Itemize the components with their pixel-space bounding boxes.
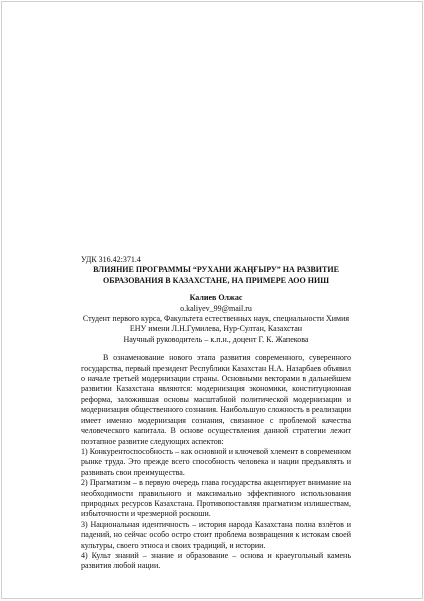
author-name: Калиев Олжас: [189, 293, 243, 303]
body-text: [81, 353, 351, 572]
udk-code: УДК 316.42:371.4: [81, 255, 141, 264]
document-page: [1, 1, 423, 599]
affiliation-line-2: ЕНУ имени Л.Н.Гумилева, Нур-Султан, Казахстан: [129, 324, 303, 334]
point-1: 1) Конкурентоспособность – как основной и ключевой хлемент в современном рынке труда. Это прежде всего способность человека и нации предъявлять и развивать свои преимущества.: [81, 446, 351, 477]
paper-title-line-1: ВЛИЯНИЕ ПРОГРАММЫ “РУХАНИ ЖАҢҒЫРУ” НА РАЗВИТИЕ: [93, 265, 339, 275]
supervisor-line: Научный руководитель – к.п.н., доцент Г. К. Жапекова: [123, 334, 309, 344]
intro-paragraph: В ознаменование нового этапа развития современного, суверенного государства, первый президент Республики Казахстан Н.А. Назарбаев объявил о начале третьей модернизации страны. Основными векторами в дальнейшем развитии Казахстана являются: модернизация экономики, конституционная реформа, заложившая основы масштабной политической модернизации и модернизация общественного сознания. Наибольшую сложность в реализации имеет именно модернизация сознания, связанное с проблемой качества человеческого капитала. В основе осуществления данной стратегии лежит поэтапное развитие следующих аспектов:: [81, 353, 351, 446]
paper-content: [81, 255, 351, 572]
affiliation-line-1: Студент первого курса, Факультета естественных наук, специальности Химия: [82, 314, 350, 324]
point-4: 4) Культ знаний – знание и образование – основа и краеугольный камень развития любой нации.: [81, 550, 351, 571]
author-block: [81, 293, 351, 345]
point-3: 3) Национальная идентичность – история народа Казахстана полна взлётов и падений, но сейчас особо остро стоит проблема возвращения к истокам своей культуры, своего этноса и своих традиций, и истории.: [81, 519, 351, 550]
point-2: 2) Прагматизм – в первую очередь глава государства акцентирует внимание на необходимости правильного и максимально эффективного использования природных ресурсов Казахстана. Противопоставляя прагматизм излишествам, избыточности и чрезмерной роскоши.: [81, 478, 351, 519]
author-email: o.kaliyev_99@mail.ru: [180, 303, 252, 313]
paper-title-line-2: ОБРАЗОВАНИЯ В КАЗАХСТАНЕ, НА ПРИМЕРЕ АОО НИШ: [103, 275, 329, 285]
